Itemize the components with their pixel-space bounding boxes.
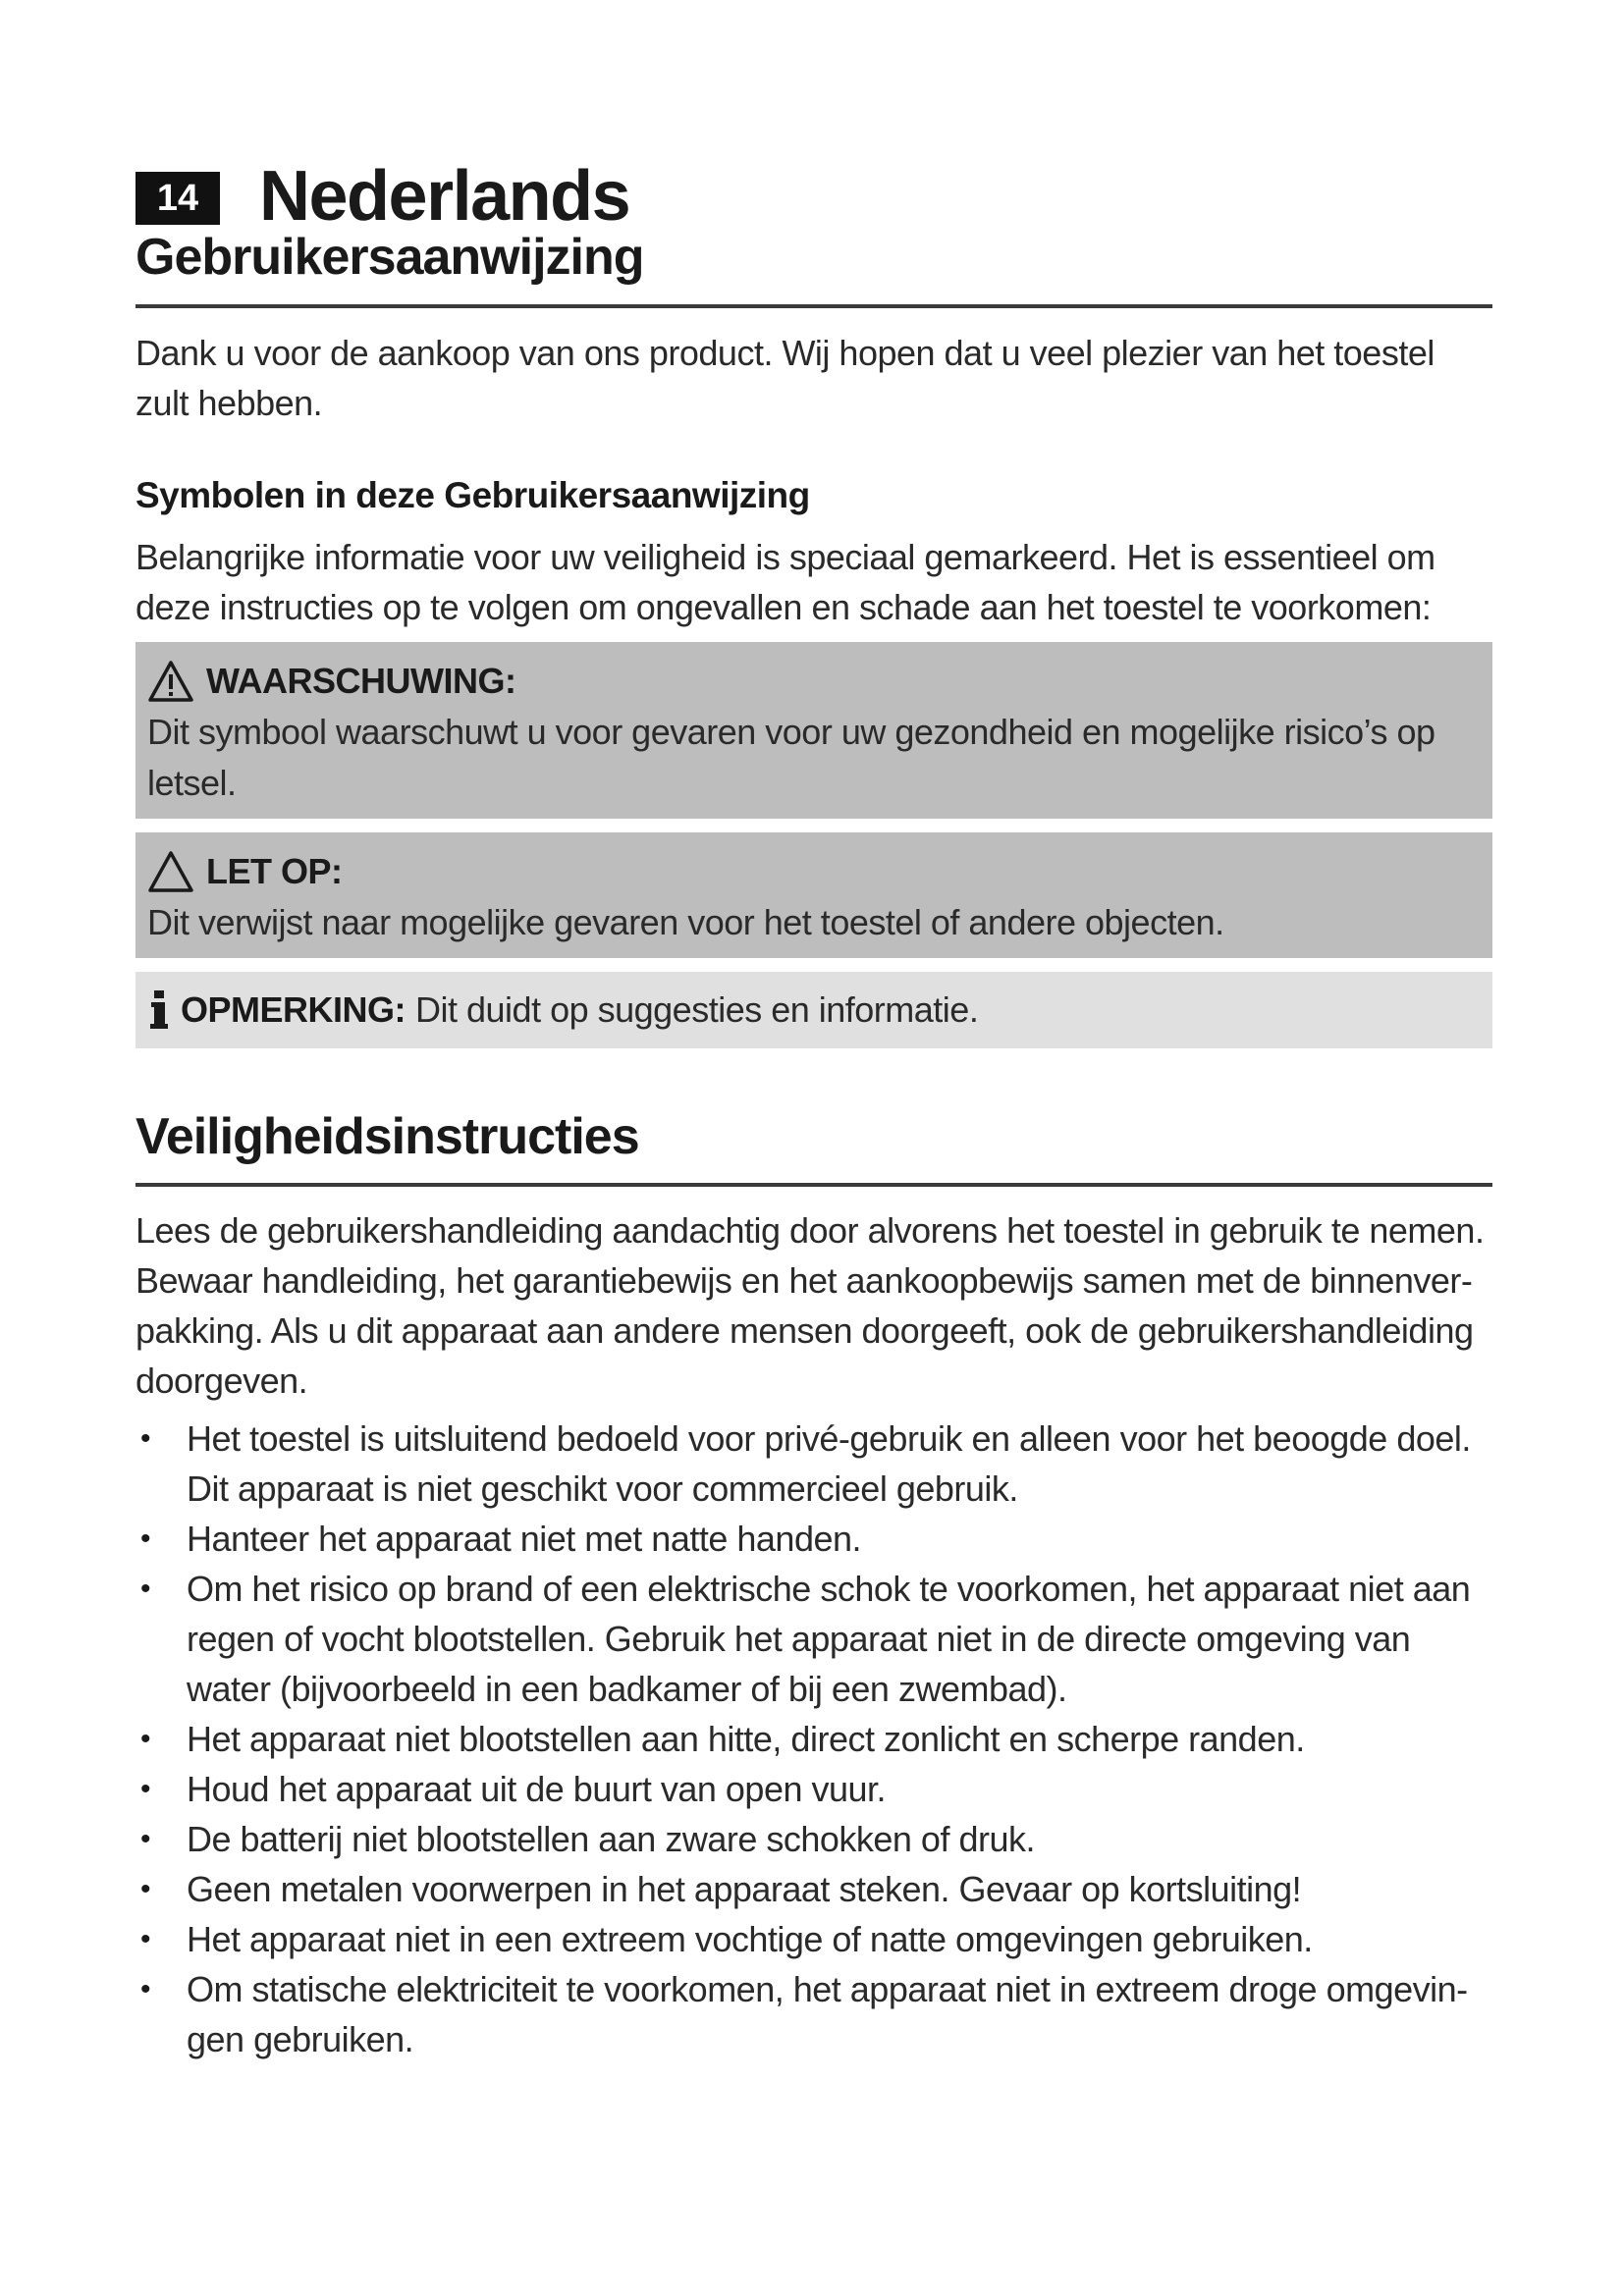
list-item — [135, 1764, 1492, 1814]
warning-title-row — [147, 656, 1481, 707]
list-item-text: Houd het apparaat uit de buurt van open vuur. — [187, 1769, 887, 1809]
bullet-symbol: • — [139, 1823, 150, 1855]
list-item-text: Om het risico op brand of een elektrische schok te voorkomen, het apparaat niet aan regen of vocht blootstellen. Gebruik het apparaat niet in de directe omgeving van water (bijvoorbeeld in een badkamer of bij een zwembad). — [187, 1569, 1471, 1709]
list-item — [135, 1914, 1492, 1964]
note-title: OPMERKING: — [181, 989, 406, 1030]
bullet-symbol: • — [139, 1923, 150, 1955]
list-item — [135, 1964, 1492, 2064]
symbols-paragraph: Belangrijke informatie voor uw veiligheid is speciaal gemarkeerd. Het is essentieel om deze instructies op te volgen om ongevallen en schade aan het toestel te voorkomen: — [135, 537, 1435, 627]
bullet-symbol: • — [139, 1723, 150, 1755]
language-title: Nederlands — [259, 157, 630, 236]
list-item-text: Het apparaat niet in een extreem vochtige of natte omgevingen gebruiken. — [187, 1919, 1313, 1959]
list-item — [135, 1514, 1492, 1564]
note-row — [147, 983, 1481, 1038]
bullet-symbol: • — [139, 1522, 150, 1555]
caution-title: LET OP: — [206, 851, 343, 891]
list-item — [135, 1564, 1492, 1714]
caution-title-row — [147, 846, 1481, 897]
page-header — [135, 157, 629, 236]
list-item-text: Geen metalen voorwerpen in het apparaat steken. Gevaar op kortsluiting! — [187, 1869, 1302, 1909]
info-icon — [147, 988, 171, 1032]
title-divider — [135, 304, 1492, 308]
symbols-heading: Symbolen in deze Gebruikersaanwijzing — [135, 475, 810, 515]
note-text: Dit duidt op suggesties en informatie. — [415, 989, 979, 1030]
warning-triangle-icon — [147, 660, 194, 703]
note-box — [135, 972, 1492, 1048]
manual-title: Gebruikersaanwijzing — [135, 229, 644, 286]
caution-text: Dit verwijst naar mogelijke gevaren voor het toestel of andere objecten. — [147, 902, 1224, 942]
bullet-symbol: • — [139, 1773, 150, 1805]
list-item-text: Om statische elektriciteit te voorkomen, het apparaat niet in extreem droge omgevin-gen gebruiken. — [187, 1969, 1468, 2059]
safety-intro: Lees de gebruikershandleiding aandachtig door alvorens het toestel in gebruik te nemen. Bewaar handleiding, het garantiebewijs en het aankoopbewijs samen met de binnenver-pakking. Als u dit apparaat aan andere mensen doorgeeft, ook de gebruikershandleiding doorgeven. — [135, 1210, 1485, 1401]
page-number: 14 — [135, 172, 220, 225]
list-item-text: Het toestel is uitsluitend bedoeld voor privé-gebruik en alleen voor het beoogde doel. Dit apparaat is niet geschikt voor commercieel gebruik. — [187, 1418, 1471, 1509]
warning-title: WAARSCHUWING: — [206, 661, 516, 701]
bullet-symbol: • — [139, 1973, 150, 2005]
warning-text: Dit symbool waarschuwt u voor gevaren voor uw gezondheid en mogelijke risico’s op letsel. — [147, 712, 1435, 803]
list-item — [135, 1864, 1492, 1914]
safety-title: Veiligheidsinstructies — [135, 1108, 639, 1165]
list-item — [135, 1714, 1492, 1764]
safety-list — [135, 1414, 1492, 2064]
warning-box — [135, 642, 1492, 819]
caution-triangle-icon — [147, 850, 194, 893]
list-item-text: Hanteer het apparaat niet met natte handen. — [187, 1519, 862, 1559]
bullet-symbol: • — [139, 1573, 150, 1605]
list-item — [135, 1414, 1492, 1514]
list-item — [135, 1814, 1492, 1864]
intro-paragraph: Dank u voor de aankoop van ons product. Wij hopen dat u veel plezier van het toestel zult hebben. — [135, 333, 1435, 423]
bullet-symbol: • — [139, 1873, 150, 1905]
bullet-symbol: • — [139, 1422, 150, 1455]
list-item-text: De batterij niet blootstellen aan zware schokken of druk. — [187, 1819, 1035, 1859]
caution-box — [135, 832, 1492, 958]
safety-divider — [135, 1183, 1492, 1187]
list-item-text: Het apparaat niet blootstellen aan hitte, direct zonlicht en scherpe randen. — [187, 1719, 1305, 1759]
